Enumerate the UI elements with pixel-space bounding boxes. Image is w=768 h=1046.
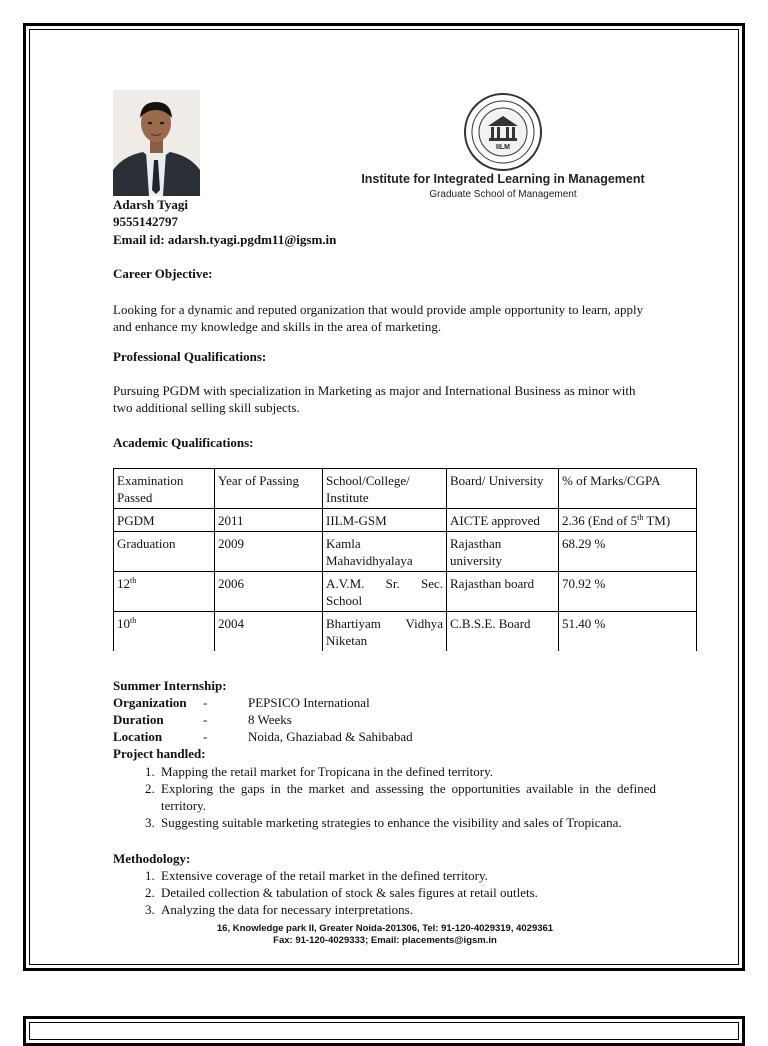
board-cell: AICTE approved [447, 509, 559, 532]
marks-cell: 68.29 % [559, 532, 697, 572]
school-cell: Kamla Mahavidhyalaya [323, 532, 447, 572]
footer-contact: Fax: 91-120-4029333; Email: placements@igsm.in [273, 935, 497, 946]
methodology-list [113, 867, 656, 918]
board-cell: Rajasthan university [447, 532, 559, 572]
next-page-border [23, 1016, 745, 1046]
methodology-heading: Methodology: [113, 851, 191, 866]
marks-cell: 2.36 (End of 5th TM) [559, 509, 697, 532]
exam-cell: 10th [114, 612, 215, 652]
column-header: % of Marks/CGPA [559, 469, 697, 509]
iilm-seal-icon [463, 92, 543, 172]
organization-value: PEPSICO International [248, 695, 370, 710]
table-row [114, 509, 697, 532]
professional-qualifications-heading: Professional Qualifications: [113, 349, 267, 364]
list-item: 3. Suggesting suitable marketing strategies to enhance the visibility and sales of Tropicana. [158, 814, 656, 831]
separator: - [203, 729, 208, 744]
marks-cell: 51.40 % [559, 612, 697, 652]
marks-cell: 70.92 % [559, 572, 697, 612]
career-objective-heading: Career Objective: [113, 266, 213, 281]
year-cell: 2009 [215, 532, 323, 572]
candidate-name: Adarsh Tyagi [113, 197, 189, 212]
list-item: 1. Extensive coverage of the retail market in the defined territory. [158, 867, 656, 884]
academic-qualifications-table [113, 468, 697, 651]
year-cell: 2006 [215, 572, 323, 612]
column-header: Board/ University [447, 469, 559, 509]
logo-title: Institute for Integrated Learning in Management [361, 172, 645, 186]
organization-label: Organization [113, 695, 187, 710]
project-handled-heading: Project handled: [113, 746, 206, 761]
list-item: 2. Exploring the gaps in the market and assessing the opportunities available in the defined territory. [158, 780, 656, 814]
candidate-phone: 9555142797 [113, 214, 178, 229]
column-header: School/College/ Institute [323, 469, 447, 509]
exam-cell: Graduation [114, 532, 215, 572]
school-cell: IILM-GSM [323, 509, 447, 532]
project-list [113, 763, 656, 831]
table-row [114, 612, 697, 652]
school-cell: Bhartiyam Vidhya Niketan [323, 612, 447, 652]
candidate-photo [113, 90, 200, 196]
list-item: 2. Detailed collection & tabulation of stock & sales figures at retail outlets. [158, 884, 656, 901]
board-cell: C.B.S.E. Board [447, 612, 559, 652]
table-row [114, 572, 697, 612]
career-objective-text: Looking for a dynamic and reputed organization that would provide ample opportunity to learn, apply and enhance my knowledge and skills in the area of marketing. [113, 302, 644, 334]
year-cell: 2004 [215, 612, 323, 652]
candidate-email: Email id: adarsh.tyagi.pgdm11@igsm.in [113, 232, 337, 247]
institute-logo [350, 92, 656, 204]
board-cell: Rajasthan board [447, 572, 559, 612]
school-cell: A.V.M. Sr. Sec. School [323, 572, 447, 612]
logo-subtitle: Graduate School of Management [429, 189, 577, 200]
column-header: Examination Passed [114, 469, 215, 509]
academic-qualifications-heading: Academic Qualifications: [113, 435, 254, 450]
table-row [114, 532, 697, 572]
summer-internship-heading: Summer Internship: [113, 678, 227, 693]
location-value: Noida, Ghaziabad & Sahibabad [248, 729, 413, 744]
table-header-row [114, 469, 697, 509]
seal-text: IILM [496, 144, 510, 151]
duration-label: Duration [113, 712, 164, 727]
location-label: Location [113, 729, 163, 744]
footer-address: 16, Knowledge park II, Greater Noida-201306, Tel: 91-120-4029319, 4029361 [216, 923, 554, 934]
year-cell: 2011 [215, 509, 323, 532]
exam-cell: 12th [114, 572, 215, 612]
separator: - [203, 695, 208, 710]
list-item: 3. Analyzing the data for necessary interpretations. [158, 901, 656, 918]
column-header: Year of Passing [215, 469, 323, 509]
list-item: 1. Mapping the retail market for Tropicana in the defined territory. [158, 763, 656, 780]
professional-qualifications-text: Pursuing PGDM with specialization in Marketing as major and International Business as minor with two additional selling skill subjects. [113, 383, 636, 415]
separator: - [203, 712, 208, 727]
duration-value: 8 Weeks [248, 712, 292, 727]
exam-cell: PGDM [114, 509, 215, 532]
